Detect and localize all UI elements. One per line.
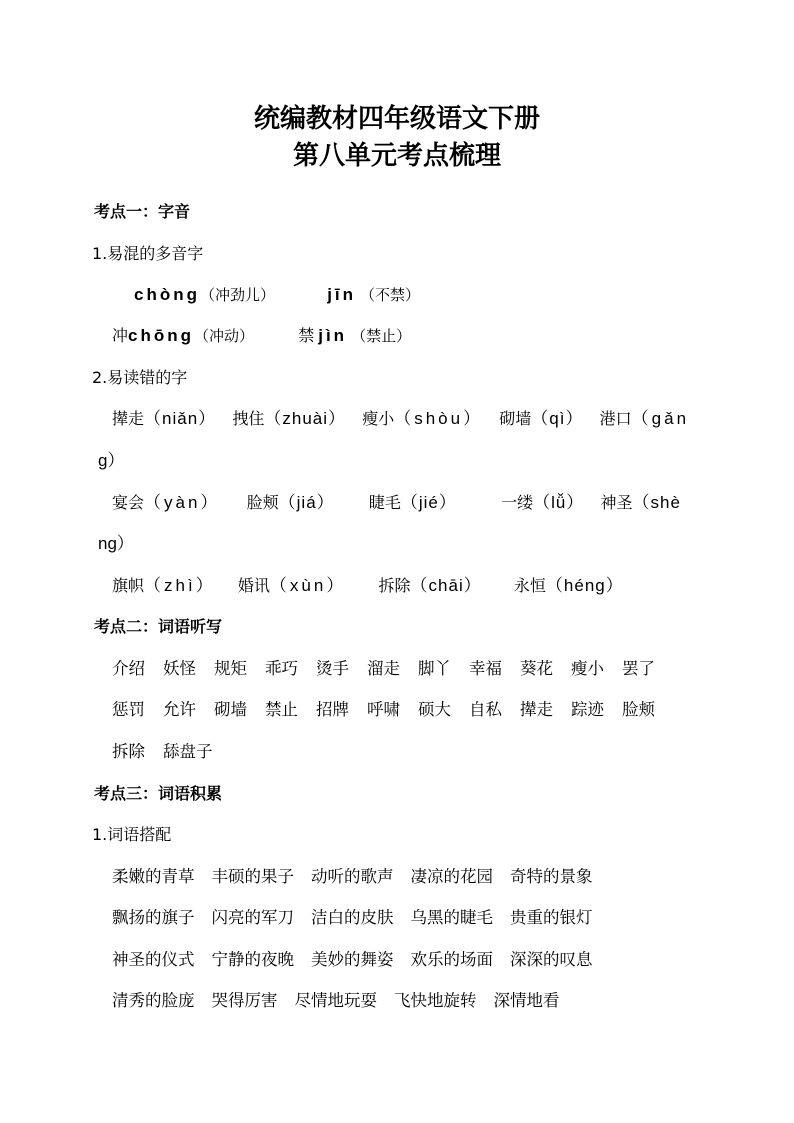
- misread-row-1-continuation: g）: [98, 451, 125, 470]
- phrase: 飘扬的旗子: [112, 908, 195, 927]
- word: 舔盘子: [163, 742, 213, 761]
- pinyin: （gǎn: [631, 409, 690, 428]
- hanzi: 禁: [298, 326, 315, 345]
- word: 撵走: [112, 409, 145, 428]
- pinyin: （zhuài）: [264, 409, 346, 428]
- hanzi: 冲: [112, 326, 129, 345]
- pinyin: （héng）: [545, 576, 624, 595]
- phrase: 哭得厉害: [211, 991, 278, 1010]
- phrase: 凄凉的花园: [410, 867, 493, 886]
- phrase: 深深的叹息: [510, 950, 593, 969]
- word: 撵走: [520, 700, 553, 719]
- word: 罢了: [622, 659, 655, 678]
- phrase: 飞快地旋转: [394, 991, 477, 1010]
- example-word: （冲动）: [194, 327, 255, 345]
- pinyin: （jié）: [400, 493, 457, 512]
- phrase: 欢乐的场面: [410, 950, 493, 969]
- doc-title-line2: 第八单元考点梳理: [292, 141, 501, 171]
- phrase: 清秀的脸庞: [112, 991, 195, 1010]
- word: 砌墙: [499, 409, 532, 428]
- word: 脸颊: [246, 493, 279, 512]
- collocation-subheading: 1.词语搭配: [92, 825, 172, 844]
- word: 瘦小: [362, 409, 395, 428]
- word: 睫毛: [368, 493, 401, 512]
- pinyin: （xùn）: [269, 576, 347, 595]
- misread-row-1: [112, 408, 734, 430]
- collocation-row-3: [112, 949, 610, 971]
- word: 烫手: [316, 659, 349, 678]
- misread-row-2: [112, 492, 734, 514]
- pinyin: jìn: [318, 326, 348, 345]
- pinyin: （yàn）: [144, 493, 221, 512]
- word: 规矩: [214, 659, 247, 678]
- phrase: 尽情地玩耍: [294, 991, 377, 1010]
- misread-row-2-continuation: ng）: [98, 534, 134, 553]
- phrase: 美妙的舞姿: [311, 950, 394, 969]
- phrase: 丰硕的果子: [211, 867, 294, 886]
- word: 呼啸: [367, 700, 400, 719]
- collocation-row-4: [112, 990, 577, 1012]
- section2-heading: 考点二：词语听写: [94, 617, 223, 636]
- word: 允许: [163, 700, 196, 719]
- word: 婚讯: [237, 576, 270, 595]
- word: 禁止: [265, 700, 298, 719]
- pinyin: chōng: [128, 326, 195, 345]
- polyphone-subheading: 1.易混的多音字: [92, 244, 204, 263]
- doc-title-line1: 统编教材四年级语文下册: [253, 104, 540, 134]
- misread-row-3: [112, 575, 734, 597]
- pinyin: （chāi）: [410, 576, 482, 595]
- word: 永恒: [513, 576, 546, 595]
- polyphone-row-2: [112, 325, 734, 347]
- word: 葵花: [520, 659, 553, 678]
- word: 脚丫: [418, 659, 451, 678]
- word: 溜走: [367, 659, 400, 678]
- word: 自私: [469, 700, 502, 719]
- phrase: 乌黑的睫毛: [410, 908, 493, 927]
- pinyin: （shè: [632, 493, 681, 512]
- phrase: 洁白的皮肤: [311, 908, 394, 927]
- pinyin: （jiá）: [278, 493, 335, 512]
- phrase: 神圣的仪式: [112, 950, 195, 969]
- word: 硕大: [418, 700, 451, 719]
- phrase: 宁静的夜晚: [211, 950, 294, 969]
- word: 惩罚: [112, 700, 145, 719]
- word: 脸颊: [622, 700, 655, 719]
- dictation-row-2: [112, 699, 673, 721]
- example-word: （不禁）: [360, 286, 421, 304]
- pinyin: （shòu）: [394, 409, 484, 428]
- pinyin: chòng: [134, 285, 200, 304]
- phrase: 奇特的景象: [510, 867, 593, 886]
- word: 神圣: [600, 493, 633, 512]
- word: 乖巧: [265, 659, 298, 678]
- word: 拆除: [112, 742, 145, 761]
- pinyin: （zhì）: [144, 576, 216, 595]
- word: 踪迹: [571, 700, 604, 719]
- word: 招牌: [316, 700, 349, 719]
- word: 幸福: [469, 659, 502, 678]
- pinyin: （qì）: [531, 409, 584, 428]
- word: 瘦小: [571, 659, 604, 678]
- example-word: （禁止）: [351, 327, 412, 345]
- word: 砌墙: [214, 700, 247, 719]
- phrase: 柔嫩的青草: [112, 867, 195, 886]
- phrase: 闪亮的军刀: [211, 908, 294, 927]
- misread-subheading: 2.易读错的字: [92, 368, 188, 387]
- word: 妖怪: [163, 659, 196, 678]
- example-word: （冲劲儿）: [200, 286, 276, 304]
- pinyin: jīn: [327, 285, 357, 304]
- dictation-row-1: [112, 658, 673, 680]
- section3-heading: 考点三：词语积累: [94, 784, 223, 803]
- word: 旗帜: [112, 576, 145, 595]
- word: 介绍: [112, 659, 145, 678]
- section1-heading: 考点一：字音: [94, 202, 191, 221]
- dictation-row-3: [112, 741, 231, 763]
- phrase: 深情地看: [493, 991, 560, 1010]
- collocation-row-2: [112, 907, 610, 929]
- pinyin: （lǚ）: [533, 493, 585, 512]
- phrase: 动听的歌声: [311, 867, 394, 886]
- polyphone-row-1: [134, 284, 734, 306]
- phrase: 贵重的银灯: [510, 908, 593, 927]
- word: 港口: [599, 409, 632, 428]
- pinyin: （niǎn）: [144, 409, 217, 428]
- word: 拆除: [378, 576, 411, 595]
- word: 拽住: [232, 409, 265, 428]
- word: 一缕: [501, 493, 534, 512]
- collocation-row-1: [112, 866, 610, 888]
- word: 宴会: [112, 493, 145, 512]
